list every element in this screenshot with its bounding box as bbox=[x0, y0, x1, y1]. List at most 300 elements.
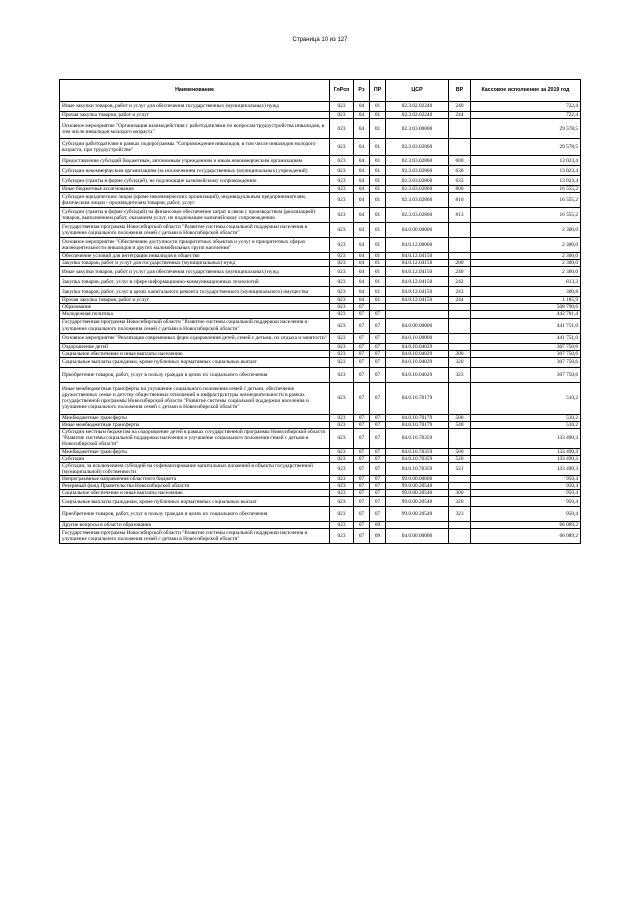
row-glrp: 023 bbox=[330, 112, 354, 119]
row-pr: 01 bbox=[370, 223, 386, 238]
row-name: Оздоровление детей bbox=[60, 343, 330, 350]
row-pr: 07 bbox=[370, 448, 386, 455]
row-sum: 441 751,0 bbox=[471, 318, 581, 333]
header-vr: ВР bbox=[449, 80, 471, 102]
row-csr: 04.0.12.04150 bbox=[386, 267, 449, 277]
row-pr: 07 bbox=[370, 318, 386, 333]
row-rz: 04 bbox=[354, 238, 370, 253]
table-row bbox=[60, 414, 581, 421]
row-name: Резервный фонд Правительства Новосибирской области bbox=[60, 483, 330, 490]
row-glrp: 023 bbox=[330, 367, 354, 382]
row-name: Непрограммные направления областного бюджета bbox=[60, 476, 330, 483]
row-glrp: 023 bbox=[330, 507, 354, 522]
row-rz: 04 bbox=[354, 186, 370, 193]
row-sum: 307 750,6 bbox=[471, 343, 581, 350]
row-vr: 813 bbox=[449, 208, 471, 223]
row-csr: 02.3.03.00000 bbox=[386, 119, 449, 139]
table-row bbox=[60, 277, 581, 287]
table-row bbox=[60, 238, 581, 253]
table-row bbox=[60, 186, 581, 193]
row-csr: 04.0.12.04150 bbox=[386, 287, 449, 297]
row-pr: 07 bbox=[370, 414, 386, 421]
row-rz: 07 bbox=[354, 304, 370, 311]
row-csr: 04.0.12.04150 bbox=[386, 297, 449, 304]
row-rz: 07 bbox=[354, 497, 370, 507]
row-csr bbox=[386, 304, 449, 311]
row-name: Закупка товаров, работ, услуг в сфере информационно-коммуникационных технологий bbox=[60, 277, 330, 287]
row-rz: 07 bbox=[354, 483, 370, 490]
row-glrp: 023 bbox=[330, 277, 354, 287]
row-glrp: 023 bbox=[330, 186, 354, 193]
table-row bbox=[60, 421, 581, 428]
row-rz: 07 bbox=[354, 463, 370, 476]
row-sum: 442 701,4 bbox=[471, 311, 581, 318]
row-vr bbox=[449, 343, 471, 350]
row-glrp: 023 bbox=[330, 414, 354, 421]
row-pr: 07 bbox=[370, 428, 386, 448]
row-pr: 07 bbox=[370, 382, 386, 414]
row-vr: 300 bbox=[449, 350, 471, 357]
row-rz: 04 bbox=[354, 267, 370, 277]
table-row bbox=[60, 357, 581, 367]
row-glrp: 023 bbox=[330, 287, 354, 297]
row-name: Приобретение товаров, работ, услуг в пользу граждан в целях их социального обеспечения bbox=[60, 367, 330, 382]
row-sum: 2 300,0 bbox=[471, 238, 581, 253]
row-glrp: 023 bbox=[330, 497, 354, 507]
row-csr: 04.0.10.04029 bbox=[386, 357, 449, 367]
row-pr: 01 bbox=[370, 208, 386, 223]
row-rz: 07 bbox=[354, 490, 370, 497]
row-pr: 07 bbox=[370, 490, 386, 497]
row-glrp: 023 bbox=[330, 463, 354, 476]
row-vr bbox=[449, 304, 471, 311]
row-pr: 07 bbox=[370, 476, 386, 483]
row-vr: 323 bbox=[449, 507, 471, 522]
row-pr: 01 bbox=[370, 139, 386, 156]
row-name: Основное мероприятие "Обеспечение доступности приоритетных объектов и услуг в приоритетных сферах жизнедеятельности инвалидов и других маломобильных групп населения" bbox=[60, 238, 330, 253]
table-row bbox=[60, 507, 581, 522]
row-vr: 300 bbox=[449, 490, 471, 497]
row-sum: 722,4 bbox=[471, 102, 581, 112]
table-row bbox=[60, 260, 581, 267]
row-pr: 07 bbox=[370, 311, 386, 318]
row-csr: 02.3.03.02860 bbox=[386, 166, 449, 176]
row-vr: 240 bbox=[449, 267, 471, 277]
row-sum: 16 555,2 bbox=[471, 186, 581, 193]
row-name: Субсидии (гранты в форме субсидий), не подлежащие казначейскому сопровождению bbox=[60, 176, 330, 186]
row-sum: 813,3 bbox=[471, 277, 581, 287]
row-name: Субсидии некоммерческим организациям (за исключением государственных (муниципальных) учреждений) bbox=[60, 166, 330, 176]
row-vr: 521 bbox=[449, 463, 471, 476]
row-glrp: 023 bbox=[330, 476, 354, 483]
row-csr: 99.0.00.20540 bbox=[386, 490, 449, 497]
table-row bbox=[60, 112, 581, 119]
row-glrp: 023 bbox=[330, 318, 354, 333]
row-name: Субсидии работодателям в рамках подпрограммы "Сопровождение инвалидов, в том числе инвалидов молодого возраста, при трудоустройстве" bbox=[60, 139, 330, 156]
row-rz: 07 bbox=[354, 350, 370, 357]
row-rz: 07 bbox=[354, 318, 370, 333]
row-csr bbox=[386, 311, 449, 318]
row-csr: 99.0.00.20540 bbox=[386, 507, 449, 522]
row-glrp: 023 bbox=[330, 156, 354, 166]
row-name: Субсидии местным бюджетам на оздоровление детей в рамках государственной программы Новосибирской области "Развитие системы социальной поддержки населения и улучшение социального положения семей с детьми в Новосибирской области" bbox=[60, 428, 330, 448]
row-glrp: 023 bbox=[330, 428, 354, 448]
table-row bbox=[60, 166, 581, 176]
table-row bbox=[60, 343, 581, 350]
header-csr: ЦСР bbox=[386, 80, 449, 102]
row-name: Образование bbox=[60, 304, 330, 311]
row-sum: 29 578,5 bbox=[471, 119, 581, 139]
row-name: Закупка товаров, работ и услуг для государственных (муниципальных) нужд bbox=[60, 260, 330, 267]
row-csr: 02.3.03.02860 bbox=[386, 208, 449, 223]
table-row bbox=[60, 455, 581, 462]
row-glrp: 023 bbox=[330, 267, 354, 277]
row-rz: 07 bbox=[354, 529, 370, 544]
row-name: Межбюджетные трансферты bbox=[60, 414, 330, 421]
row-sum: 16 555,2 bbox=[471, 193, 581, 208]
row-sum: 2 300,0 bbox=[471, 223, 581, 238]
row-csr: 04.0.12.04150 bbox=[386, 277, 449, 287]
row-rz: 04 bbox=[354, 208, 370, 223]
table-row bbox=[60, 287, 581, 297]
table-row bbox=[60, 529, 581, 544]
row-rz: 07 bbox=[354, 382, 370, 414]
row-vr bbox=[449, 318, 471, 333]
row-sum: 307 750,6 bbox=[471, 350, 581, 357]
row-glrp: 023 bbox=[330, 304, 354, 311]
row-glrp: 023 bbox=[330, 238, 354, 253]
row-name: Иные межбюджетные трансферты на улучшение социального положения семей с детьми, обеспечение дружественных семье и детству общественных отношений и инфраструктуры жизнедеятельности в рамках государственной программы Новосибирской области "Развитие системы социальной поддержки населения и улучшение социального положения семей с детьми в Новосибирской области" bbox=[60, 382, 330, 414]
row-csr: 04.0.12.04150 bbox=[386, 253, 449, 260]
row-glrp: 023 bbox=[330, 193, 354, 208]
row-csr: 04.0.10.04029 bbox=[386, 350, 449, 357]
row-pr: 01 bbox=[370, 287, 386, 297]
row-glrp: 023 bbox=[330, 139, 354, 156]
row-pr: 07 bbox=[370, 357, 386, 367]
row-name: Межбюджетные трансферты bbox=[60, 448, 330, 455]
row-pr: 01 bbox=[370, 277, 386, 287]
row-pr: 07 bbox=[370, 507, 386, 522]
row-csr: 02.3.02.02240 bbox=[386, 112, 449, 119]
table-row bbox=[60, 382, 581, 414]
row-name: Предоставление субсидий бюджетным, автономным учреждениям и иным некоммерческим организациям bbox=[60, 156, 330, 166]
row-pr: 07 bbox=[370, 333, 386, 343]
row-pr: 01 bbox=[370, 176, 386, 186]
row-rz: 07 bbox=[354, 357, 370, 367]
row-glrp: 023 bbox=[330, 333, 354, 343]
row-rz: 04 bbox=[354, 176, 370, 186]
row-csr: 04.0.10.04029 bbox=[386, 343, 449, 350]
row-glrp: 023 bbox=[330, 490, 354, 497]
row-csr: 04.0.12.00000 bbox=[386, 238, 449, 253]
row-csr: 04.0.10.00000 bbox=[386, 333, 449, 343]
row-rz: 07 bbox=[354, 421, 370, 428]
row-pr: 01 bbox=[370, 166, 386, 176]
row-sum: 13 023,4 bbox=[471, 166, 581, 176]
row-rz: 04 bbox=[354, 193, 370, 208]
table-row bbox=[60, 497, 581, 507]
row-sum: 307 750,6 bbox=[471, 357, 581, 367]
row-vr bbox=[449, 529, 471, 544]
row-vr: 540 bbox=[449, 421, 471, 428]
table-row bbox=[60, 102, 581, 112]
row-pr: 01 bbox=[370, 186, 386, 193]
row-csr: 02.3.03.02860 bbox=[386, 139, 449, 156]
row-vr: 242 bbox=[449, 277, 471, 287]
row-pr: 01 bbox=[370, 112, 386, 119]
row-sum: 133 490,3 bbox=[471, 463, 581, 476]
row-name: Другие вопросы в области образования bbox=[60, 522, 330, 529]
row-pr: 01 bbox=[370, 260, 386, 267]
page-number: Страница 10 из 127 bbox=[292, 37, 348, 43]
row-sum: 133 490,3 bbox=[471, 448, 581, 455]
row-csr: 02.3.03.02860 bbox=[386, 176, 449, 186]
table-row bbox=[60, 156, 581, 166]
row-rz: 04 bbox=[354, 119, 370, 139]
row-sum: 13 023,4 bbox=[471, 176, 581, 186]
row-pr: 01 bbox=[370, 297, 386, 304]
table-row bbox=[60, 522, 581, 529]
row-glrp: 023 bbox=[330, 311, 354, 318]
row-glrp: 023 bbox=[330, 176, 354, 186]
table-row bbox=[60, 119, 581, 139]
table-row bbox=[60, 448, 581, 455]
row-pr: 01 bbox=[370, 119, 386, 139]
row-vr: 200 bbox=[449, 260, 471, 267]
row-rz: 07 bbox=[354, 448, 370, 455]
table-row bbox=[60, 267, 581, 277]
row-glrp: 023 bbox=[330, 119, 354, 139]
row-name: Молодежная политика bbox=[60, 311, 330, 318]
row-name: Прочая закупка товаров, работ и услуг bbox=[60, 297, 330, 304]
table-row bbox=[60, 304, 581, 311]
row-rz: 07 bbox=[354, 522, 370, 529]
row-sum: 13 023,4 bbox=[471, 156, 581, 166]
header-rz: Рз bbox=[354, 80, 370, 102]
row-vr bbox=[449, 238, 471, 253]
row-vr: 320 bbox=[449, 497, 471, 507]
row-sum: 2 300,0 bbox=[471, 260, 581, 267]
row-name: Социальное обеспечение и иные выплаты населению bbox=[60, 490, 330, 497]
row-rz: 07 bbox=[354, 333, 370, 343]
row-name: Социальное обеспечение и иные выплаты населению bbox=[60, 350, 330, 357]
row-vr bbox=[449, 139, 471, 156]
row-pr: 01 bbox=[370, 253, 386, 260]
row-pr bbox=[370, 304, 386, 311]
row-glrp: 023 bbox=[330, 260, 354, 267]
row-vr bbox=[449, 253, 471, 260]
row-pr: 09 bbox=[370, 529, 386, 544]
header-sum: Кассовое исполнение за 2019 год bbox=[471, 80, 581, 102]
row-sum: 950,4 bbox=[471, 476, 581, 483]
row-vr bbox=[449, 483, 471, 490]
row-csr: 04.0.10.70359 bbox=[386, 455, 449, 462]
row-glrp: 023 bbox=[330, 421, 354, 428]
row-name: Социальные выплаты гражданам, кроме публичных нормативных социальных выплат bbox=[60, 497, 330, 507]
row-vr bbox=[449, 382, 471, 414]
row-pr: 01 bbox=[370, 193, 386, 208]
row-vr bbox=[449, 522, 471, 529]
row-glrp: 023 bbox=[330, 350, 354, 357]
row-rz: 07 bbox=[354, 343, 370, 350]
row-csr: 04.0.10.04029 bbox=[386, 367, 449, 382]
row-rz: 07 bbox=[354, 367, 370, 382]
row-rz: 04 bbox=[354, 139, 370, 156]
table-row bbox=[60, 311, 581, 318]
row-vr: 244 bbox=[449, 297, 471, 304]
row-sum: 29 578,5 bbox=[471, 139, 581, 156]
table-row bbox=[60, 490, 581, 497]
header-glrp: ГлРсп bbox=[330, 80, 354, 102]
table-row bbox=[60, 253, 581, 260]
row-name: Социальные выплаты гражданам, кроме публичных нормативных социальных выплат bbox=[60, 357, 330, 367]
row-csr: 02.3.03.02860 bbox=[386, 193, 449, 208]
row-csr: 04.0.12.04150 bbox=[386, 260, 449, 267]
row-csr: 04.0.10.70179 bbox=[386, 382, 449, 414]
row-sum: 950,4 bbox=[471, 490, 581, 497]
row-sum: 508 790,6 bbox=[471, 304, 581, 311]
row-rz: 04 bbox=[354, 260, 370, 267]
row-name: Прочая закупка товаров, работ и услуг bbox=[60, 112, 330, 119]
row-rz: 04 bbox=[354, 277, 370, 287]
row-csr: 99.0.00.00000 bbox=[386, 476, 449, 483]
row-name: Закупка товаров, работ, услуг в целях капитального ремонта государственного (муниципального) имущества bbox=[60, 287, 330, 297]
row-pr: 07 bbox=[370, 343, 386, 350]
row-glrp: 023 bbox=[330, 448, 354, 455]
row-glrp: 023 bbox=[330, 382, 354, 414]
row-sum: 2 300,0 bbox=[471, 253, 581, 260]
row-pr: 01 bbox=[370, 267, 386, 277]
row-glrp: 023 bbox=[330, 343, 354, 350]
row-rz: 07 bbox=[354, 476, 370, 483]
table-row bbox=[60, 483, 581, 490]
row-glrp: 023 bbox=[330, 208, 354, 223]
row-csr: 04.0.00.00000 bbox=[386, 529, 449, 544]
row-pr: 07 bbox=[370, 483, 386, 490]
row-glrp: 023 bbox=[330, 223, 354, 238]
row-rz: 04 bbox=[354, 156, 370, 166]
row-name: Субсидии (гранты в форме субсидий) на финансовое обеспечение затрат в связи с производством (реализацией) товаров, выполнением работ, оказанием услуг, не подлежащие казначейскому сопровождению bbox=[60, 208, 330, 223]
row-pr: 07 bbox=[370, 350, 386, 357]
row-csr: 04.0.10.70359 bbox=[386, 448, 449, 455]
table-row bbox=[60, 476, 581, 483]
row-rz: 04 bbox=[354, 112, 370, 119]
table-row bbox=[60, 223, 581, 238]
row-pr: 01 bbox=[370, 156, 386, 166]
table-row bbox=[60, 463, 581, 476]
row-vr: 520 bbox=[449, 455, 471, 462]
table-row bbox=[60, 176, 581, 186]
row-csr: 02.3.03.02860 bbox=[386, 186, 449, 193]
row-sum: 722,4 bbox=[471, 112, 581, 119]
row-vr: 630 bbox=[449, 166, 471, 176]
row-rz: 04 bbox=[354, 166, 370, 176]
row-name: Основное мероприятие "Реализация современных форм оздоровления детей, семей с детьми, их отдыха и занятости" bbox=[60, 333, 330, 343]
table-header-row bbox=[60, 80, 581, 102]
row-sum: 66 089,2 bbox=[471, 529, 581, 544]
row-rz: 07 bbox=[354, 311, 370, 318]
row-vr: 633 bbox=[449, 176, 471, 186]
row-sum: 307 750,6 bbox=[471, 367, 581, 382]
row-vr: 500 bbox=[449, 448, 471, 455]
row-rz: 07 bbox=[354, 507, 370, 522]
row-rz: 04 bbox=[354, 223, 370, 238]
row-pr: 09 bbox=[370, 522, 386, 529]
row-pr: 07 bbox=[370, 421, 386, 428]
row-sum: 950,4 bbox=[471, 507, 581, 522]
table-row bbox=[60, 333, 581, 343]
row-glrp: 023 bbox=[330, 483, 354, 490]
row-name: Государственная программа Новосибирской области "Развитие системы социальной поддержки населения и улучшение социального положения семей с детьми в Новосибирской области" bbox=[60, 318, 330, 333]
table-row bbox=[60, 367, 581, 382]
row-name: Обеспечение условий для интеграции инвалидов в общество bbox=[60, 253, 330, 260]
row-glrp: 023 bbox=[330, 253, 354, 260]
row-rz: 07 bbox=[354, 428, 370, 448]
row-sum: 133 490,3 bbox=[471, 455, 581, 462]
row-vr: 500 bbox=[449, 414, 471, 421]
row-name: Иные бюджетные ассигнования bbox=[60, 186, 330, 193]
row-csr: 04.0.00.00000 bbox=[386, 223, 449, 238]
row-glrp: 023 bbox=[330, 455, 354, 462]
row-rz: 04 bbox=[354, 287, 370, 297]
row-glrp: 023 bbox=[330, 522, 354, 529]
row-sum: 510,2 bbox=[471, 382, 581, 414]
row-csr: 02.3.02.02240 bbox=[386, 102, 449, 112]
row-pr: 01 bbox=[370, 238, 386, 253]
row-vr bbox=[449, 428, 471, 448]
row-vr: 800 bbox=[449, 186, 471, 193]
row-rz: 04 bbox=[354, 297, 370, 304]
row-csr: 04.0.10.70359 bbox=[386, 463, 449, 476]
table-row bbox=[60, 350, 581, 357]
row-name: Иные межбюджетные трансферты bbox=[60, 421, 330, 428]
row-name: Государственная программа Новосибирской области "Развитие системы социальной поддержки населения и улучшение социального положения семей с детьми в Новосибирской области" bbox=[60, 529, 330, 544]
row-pr: 01 bbox=[370, 102, 386, 112]
row-name: Иные закупки товаров, работ и услуг для обеспечения государственных (муниципальных) нужд bbox=[60, 267, 330, 277]
row-csr: 99.0.00.20540 bbox=[386, 497, 449, 507]
row-csr: 04.0.10.70179 bbox=[386, 421, 449, 428]
table-row bbox=[60, 208, 581, 223]
row-sum: 16 555,2 bbox=[471, 208, 581, 223]
row-sum: 950,4 bbox=[471, 497, 581, 507]
row-sum: 66 089,2 bbox=[471, 522, 581, 529]
row-rz: 07 bbox=[354, 455, 370, 462]
row-pr: 07 bbox=[370, 455, 386, 462]
row-vr bbox=[449, 476, 471, 483]
row-vr: 244 bbox=[449, 112, 471, 119]
table-row bbox=[60, 318, 581, 333]
row-csr: 02.3.03.02860 bbox=[386, 156, 449, 166]
table-row bbox=[60, 428, 581, 448]
row-sum: 441 751,0 bbox=[471, 333, 581, 343]
header-pr: ПР bbox=[370, 80, 386, 102]
row-csr: 04.0.10.70359 bbox=[386, 428, 449, 448]
row-sum: 510,2 bbox=[471, 414, 581, 421]
row-name: Субсидии, за исключением субсидий на софинансирование капитальных вложений в объекты государственной (муниципальной) собственности bbox=[60, 463, 330, 476]
row-vr bbox=[449, 333, 471, 343]
row-sum: 510,2 bbox=[471, 421, 581, 428]
row-pr: 07 bbox=[370, 497, 386, 507]
row-sum: 1 185,9 bbox=[471, 297, 581, 304]
row-csr bbox=[386, 522, 449, 529]
row-name: Государственная программа Новосибирской области "Развитие системы социальной поддержки населения и улучшение социального положения семей с детьми в Новосибирской области" bbox=[60, 223, 330, 238]
row-glrp: 023 bbox=[330, 357, 354, 367]
row-glrp: 023 bbox=[330, 102, 354, 112]
row-pr: 07 bbox=[370, 463, 386, 476]
row-sum: 133 490,3 bbox=[471, 428, 581, 448]
row-name: Субсидии bbox=[60, 455, 330, 462]
row-vr bbox=[449, 223, 471, 238]
